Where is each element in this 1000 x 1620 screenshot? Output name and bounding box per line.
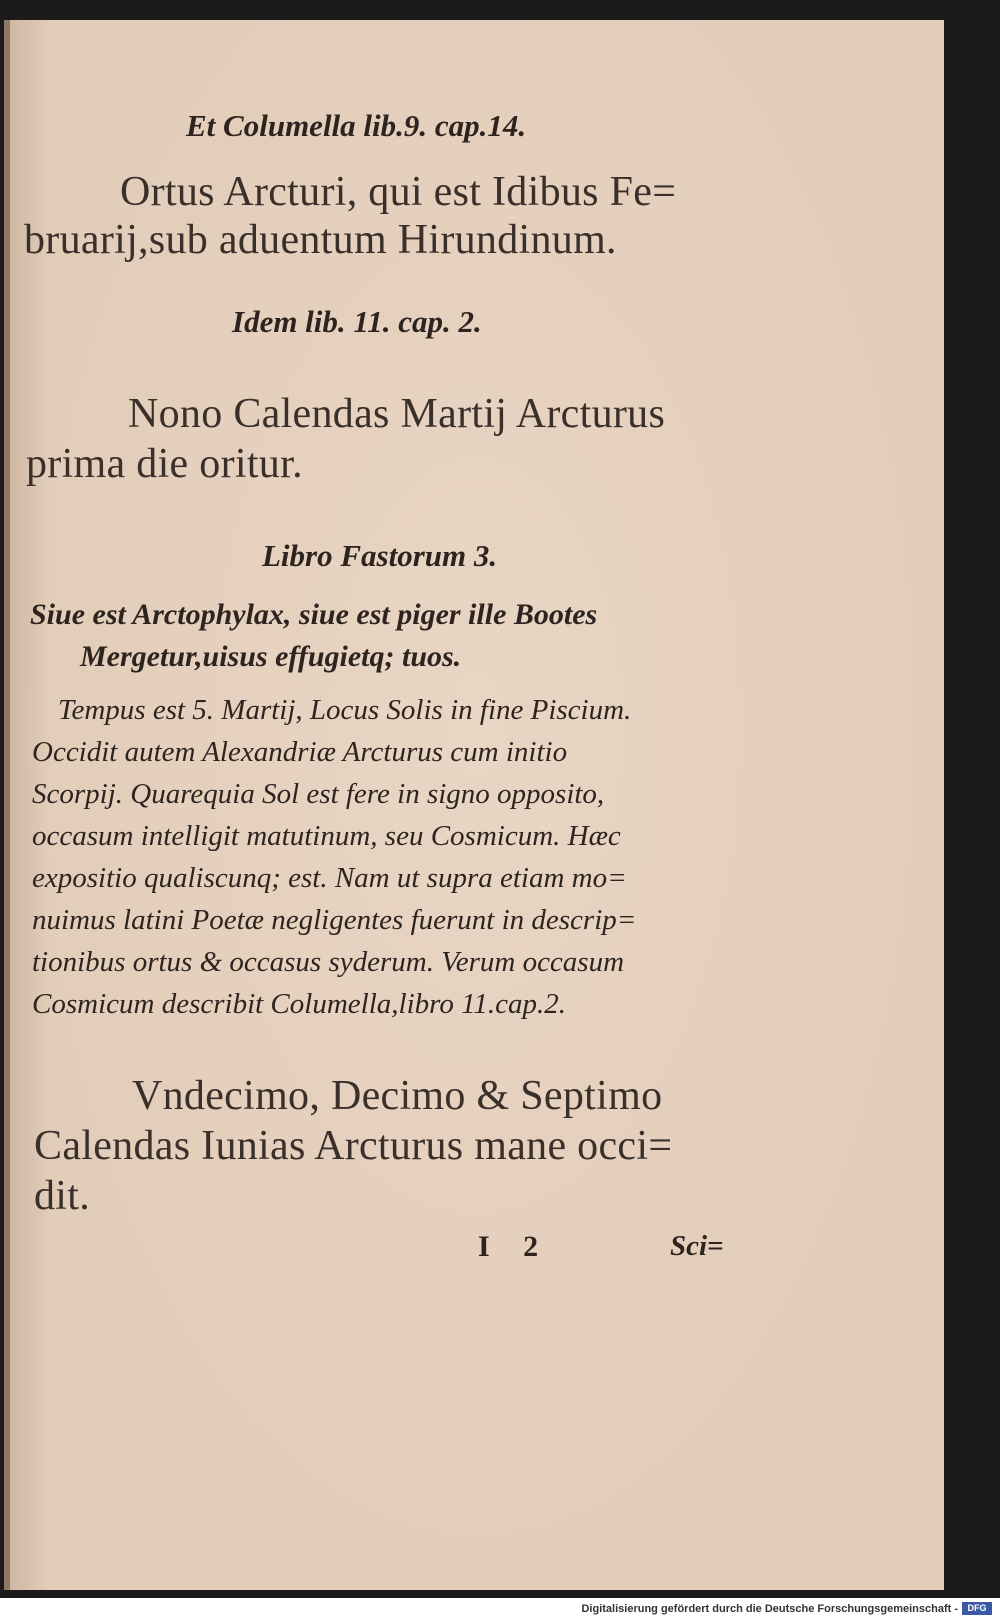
text-line: Nono Calendas Martij Arcturus	[128, 391, 666, 437]
text-line: Calendas Iunias Arcturus mane occi=	[34, 1123, 673, 1169]
section-heading-idem: Idem lib. 11. cap. 2.	[232, 304, 482, 339]
commentary-line: Cosmicum describit Columella,libro 11.cap.2.	[32, 988, 567, 1020]
catchword: Sci=	[670, 1230, 724, 1262]
verse-line: Mergetur,uisus effugietq; tuos.	[80, 640, 462, 673]
text-line: bruarij,sub aduentum Hirundinum.	[24, 217, 617, 263]
section-heading-fasti: Libro Fastorum 3.	[262, 538, 498, 573]
commentary-line: expositio qualiscunq; est. Nam ut supra etiam mo=	[32, 862, 627, 894]
commentary-line: Tempus est 5. Martij, Locus Solis in fine Piscium.	[58, 694, 632, 726]
dfg-logo-icon: DFG	[962, 1602, 992, 1615]
commentary-line: occasum intelligit matutinum, seu Cosmicum. Hæc	[32, 820, 621, 852]
commentary-line: nuimus latini Poetæ negligentes fuerunt in descrip=	[32, 904, 637, 936]
commentary-line: Occidit autem Alexandriæ Arcturus cum initio	[32, 736, 568, 768]
section-heading-columella: Et Columella lib.9. cap.14.	[186, 108, 527, 143]
signature-mark: I 2	[478, 1230, 539, 1263]
dfg-credit: Digitalisierung gefördert durch die Deutsche Forschungsgemeinschaft -	[581, 1603, 958, 1615]
text-line: Ortus Arcturi, qui est Idibus Fe=	[120, 169, 677, 215]
verse-line: Siue est Arctophylax, siue est piger ille Bootes	[30, 598, 598, 631]
commentary-line: Scorpij. Quarequia Sol est fere in signo opposito,	[32, 778, 605, 810]
text-line: prima die oritur.	[26, 441, 303, 487]
text-line: Vndecimo, Decimo & Septimo	[132, 1073, 663, 1119]
commentary-line: tionibus ortus & occasus syderum. Verum occasum	[32, 946, 625, 978]
text-line: dit.	[34, 1173, 91, 1219]
